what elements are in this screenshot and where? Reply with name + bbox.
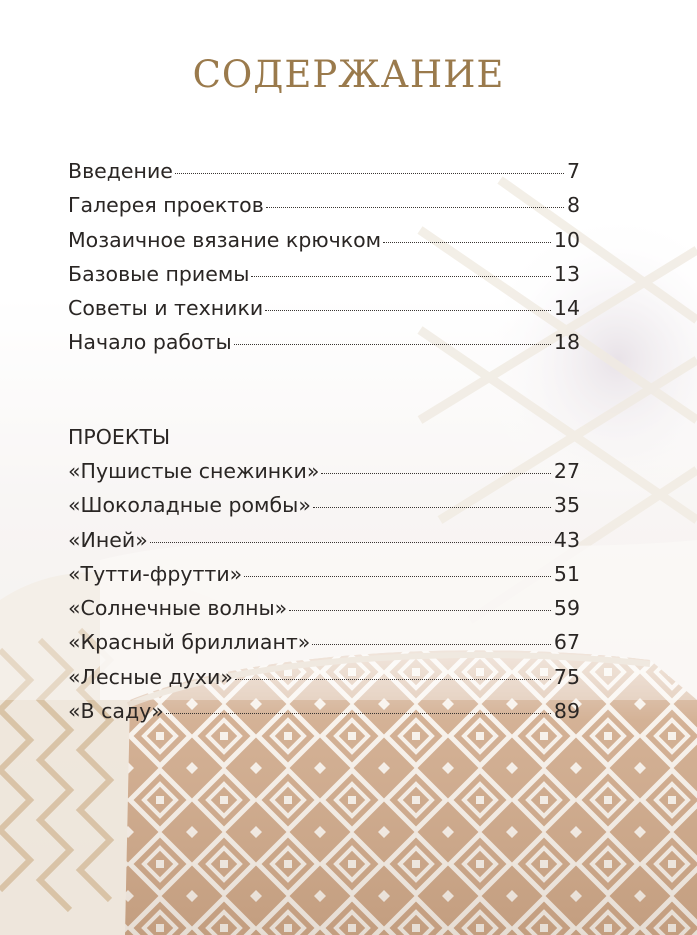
toc-entry[interactable]: [68, 488, 580, 522]
toc-entry[interactable]: [68, 223, 580, 257]
toc-entry[interactable]: [68, 591, 580, 625]
toc-entry-page-number: 13: [553, 261, 580, 286]
toc-entry-page-number: 67: [553, 630, 580, 655]
toc-entry-title: Введение: [68, 159, 173, 183]
toc-entry-page-number: 10: [553, 227, 580, 252]
dot-leader: [166, 713, 551, 714]
dot-leader: [289, 610, 551, 611]
toc-entry-page-number: 89: [553, 699, 580, 724]
toc-entry-page-number: 51: [553, 561, 580, 586]
dot-leader: [244, 576, 551, 577]
toc-entry-title: «В саду»: [68, 699, 164, 724]
toc-entry-page-number: 43: [553, 527, 580, 552]
toc-entry-title: Советы и техники: [68, 296, 264, 321]
toc-entry-page-number: 14: [553, 296, 580, 321]
dot-leader: [383, 242, 551, 243]
dot-leader: [266, 207, 564, 208]
toc-entry[interactable]: [68, 625, 580, 659]
toc-entry-title: «Пушистые снежинки»: [68, 459, 320, 483]
dot-leader: [235, 679, 551, 680]
toc-entry[interactable]: [68, 523, 580, 557]
toc-entry[interactable]: [68, 557, 580, 591]
toc-entry-title: Галерея проектов: [68, 193, 264, 218]
toc-entry[interactable]: [68, 188, 580, 222]
dot-leader: [313, 507, 551, 508]
dot-leader: [175, 173, 564, 174]
dot-leader: [321, 473, 550, 474]
toc-entry[interactable]: [68, 257, 580, 291]
page-title: СОДЕРЖАНИЕ: [192, 52, 505, 96]
projects-heading: ПРОЕКТЫ: [68, 425, 171, 449]
toc-entry[interactable]: [68, 660, 580, 694]
toc-entry-title: «Лесные духи»: [68, 664, 233, 689]
toc-entry-page-number: 18: [553, 330, 580, 355]
toc-entry-title: «Красный бриллиант»: [68, 630, 311, 655]
toc-entry-title: «Солнечные волны»: [68, 596, 288, 621]
toc-entry-title: «Иней»: [68, 527, 148, 552]
dot-leader: [265, 310, 551, 311]
toc-entry-title: «Шоколадные ромбы»: [68, 493, 311, 518]
toc-entry-title: Начало работы: [68, 330, 232, 355]
toc-entry[interactable]: [68, 325, 580, 359]
toc-entry-title: «Тутти-фрутти»: [68, 561, 243, 586]
toc-entry-title: Мозаичное вязание крючком: [68, 227, 382, 252]
toc-entry-page-number: 59: [553, 596, 580, 621]
dot-leader: [150, 542, 551, 543]
projects-contents-list: [68, 420, 580, 728]
toc-entry-title: Базовые приемы: [68, 261, 250, 286]
toc-entry-page-number: 7: [566, 159, 580, 183]
toc-entry[interactable]: [68, 694, 580, 728]
toc-entry-page-number: 27: [553, 459, 580, 483]
toc-entry-page-number: 35: [553, 493, 580, 518]
toc-entry[interactable]: [68, 291, 580, 325]
dot-leader: [251, 276, 550, 277]
toc-entry-page-number: 8: [566, 193, 580, 218]
toc-entry[interactable]: [68, 454, 580, 488]
intro-contents-list: [68, 154, 580, 360]
toc-entry-page-number: 75: [553, 664, 580, 689]
toc-entry[interactable]: [68, 154, 580, 188]
dot-leader: [312, 644, 551, 645]
dot-leader: [234, 344, 551, 345]
